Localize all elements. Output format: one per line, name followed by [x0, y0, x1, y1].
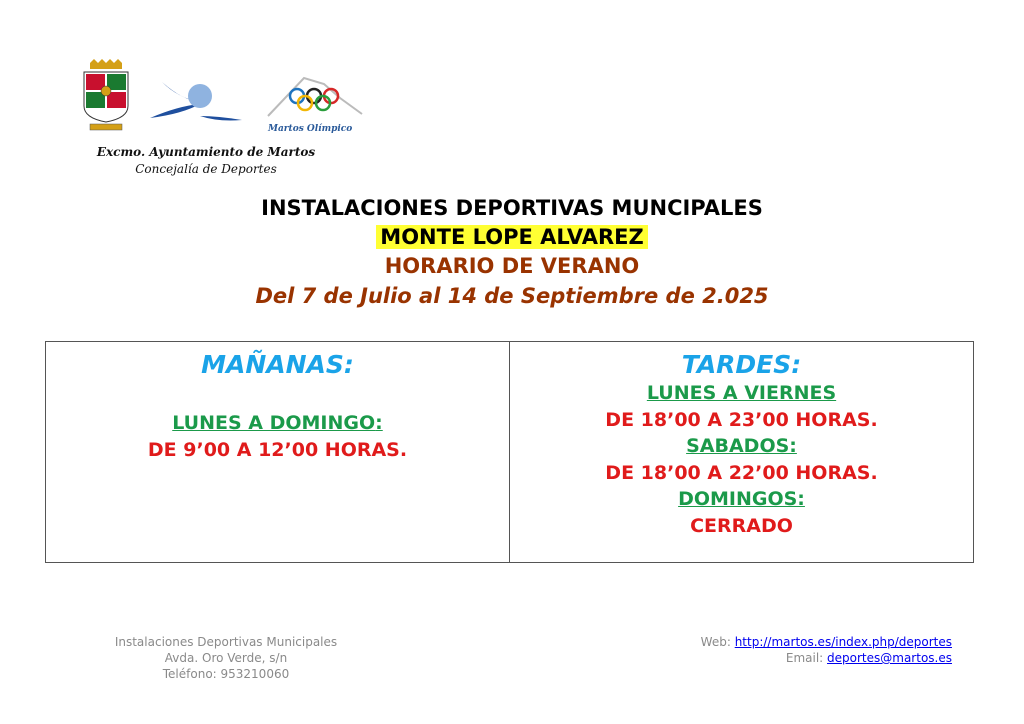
- title-block: [0, 194, 1024, 312]
- morning-column: [46, 342, 510, 562]
- footer-contact: [701, 634, 952, 666]
- morning-hours: DE 9’00 A 12’00 HORAS.: [147, 438, 408, 461]
- footer-address: [100, 634, 352, 682]
- morning-heading: MAÑANAS:: [201, 350, 354, 379]
- olympic-rings-logo: [268, 78, 362, 116]
- facility-name: MONTE LOPE ALVAREZ: [376, 225, 647, 249]
- footer-email-line: [701, 650, 952, 666]
- title-line-1: INSTALACIONES DEPORTIVAS MUNCIPALES: [261, 196, 763, 220]
- title-line-2: [0, 223, 1024, 252]
- org-name: Excmo. Ayuntamiento de Martos: [96, 145, 316, 159]
- morning-days-colon: :: [375, 412, 383, 434]
- schedule-table: [45, 341, 974, 563]
- web-link[interactable]: http://martos.es/index.php/deportes: [734, 635, 952, 649]
- email-label: Email:: [785, 651, 828, 665]
- saturday-hours: DE 18’00 A 22’00 HORAS.: [605, 461, 878, 484]
- morning-days: [46, 410, 509, 437]
- afternoon-heading: TARDES:: [681, 350, 802, 379]
- footer-web-line: [701, 634, 952, 650]
- footer-facility: Instalaciones Deportivas Municipales: [114, 635, 338, 649]
- coat-of-arms-logo: [84, 59, 128, 130]
- sunday-label: DOMINGOS:: [678, 488, 805, 510]
- organization: [86, 144, 326, 178]
- weekdays-hours: DE 18’00 A 23’00 HORAS.: [605, 408, 878, 431]
- afternoon-column: [510, 342, 973, 562]
- email-link[interactable]: deportes@martos.es: [827, 651, 952, 665]
- swimmer-logo: [150, 82, 242, 121]
- web-label: Web:: [700, 635, 735, 649]
- footer-street: Avda. Oro Verde, s/n: [164, 651, 288, 665]
- morning-days-label: LUNES A DOMINGO: [172, 412, 376, 434]
- title-line-3: HORARIO DE VERANO: [384, 254, 640, 278]
- saturday-label: SABADOS:: [686, 435, 797, 457]
- olimpico-logo-text: Martos Olímpico: [268, 124, 353, 134]
- org-dept: Concejalía de Deportes: [135, 162, 277, 176]
- footer-phone: Teléfono: 953210060: [162, 667, 290, 681]
- header-logos: [78, 58, 378, 178]
- weekdays-label: LUNES A VIERNES: [646, 382, 837, 404]
- sunday-hours: CERRADO: [690, 514, 793, 537]
- title-date-range: Del 7 de Julio al 14 de Septiembre de 2.025: [255, 284, 769, 308]
